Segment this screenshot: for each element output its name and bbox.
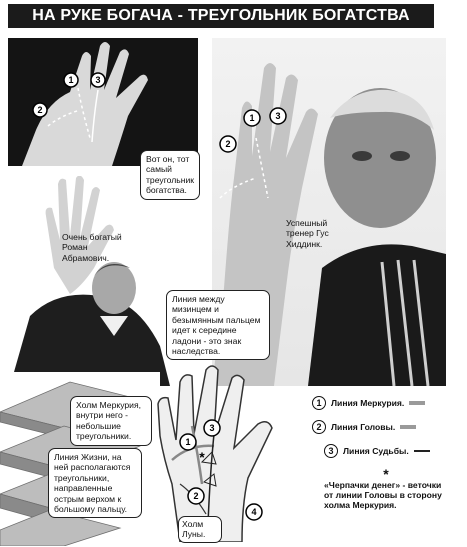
callout-inheritance: Линия между мизинцем и безымянным пальцем идет к середине ладони - это знак наследства.	[166, 290, 270, 360]
legend-item-head	[312, 420, 416, 434]
diagram-num-2: 2	[193, 491, 199, 501]
caption-abramovich: Очень богатый Роман Абрамович.	[62, 232, 122, 263]
hiddink-num-1: 1	[249, 113, 255, 123]
legend-label-fate: Линия Судьбы.	[343, 446, 409, 456]
callout-this-triangle: Вот он, тот самый треугольник богатства.	[140, 150, 200, 200]
hand-photo-num-2: 2	[37, 105, 43, 115]
diagram-num-3: 3	[209, 423, 215, 433]
legend-num-1: 1	[312, 396, 326, 410]
page-title: НА РУКЕ БОГАЧА - ТРЕУГОЛЬНИК БОГАТСТВА	[8, 4, 434, 28]
legend-swatch-fate	[414, 450, 430, 452]
palm-diagram	[150, 364, 300, 542]
legend-item-mercury	[312, 396, 425, 410]
callout-mercury-hill: Холм Меркурия, внутри него - небольшие треугольники.	[70, 396, 152, 446]
hand-photo-num-1: 1	[68, 75, 74, 85]
caption-hiddink: Успешный тренер Гус Хиддинк.	[286, 218, 329, 249]
legend-item-money-scoops	[324, 468, 448, 511]
callout-life-line: Линия Жизни, на ней располагаются треугольники, направленные острым верхом к большому пальцу.	[48, 448, 142, 518]
legend-num-2: 2	[312, 420, 326, 434]
hiddink-num-2: 2	[225, 139, 231, 149]
legend-num-3: 3	[324, 444, 338, 458]
legend-label-head: Линия Головы.	[331, 422, 396, 432]
legend-item-fate	[324, 444, 430, 458]
hand-closeup-photo	[8, 38, 198, 166]
legend-label-money-scoops: «Черпачки денег» - веточки от линии Головы в сторону холма Меркурия.	[324, 480, 442, 511]
legend-label-mercury: Линия Меркурия.	[331, 398, 405, 408]
hand-photo-num-3: 3	[95, 75, 101, 85]
hiddink-num-3: 3	[275, 111, 281, 121]
diagram-num-4: 4	[251, 507, 257, 517]
legend-swatch-mercury	[409, 401, 425, 405]
abramovich-photo	[10, 176, 170, 386]
diagram-star: *	[199, 449, 205, 465]
callout-moon-hill: Холм Луны.	[178, 516, 222, 543]
legend-swatch-head	[400, 425, 416, 429]
legend-star: *	[383, 466, 389, 482]
diagram-num-1: 1	[185, 437, 191, 447]
